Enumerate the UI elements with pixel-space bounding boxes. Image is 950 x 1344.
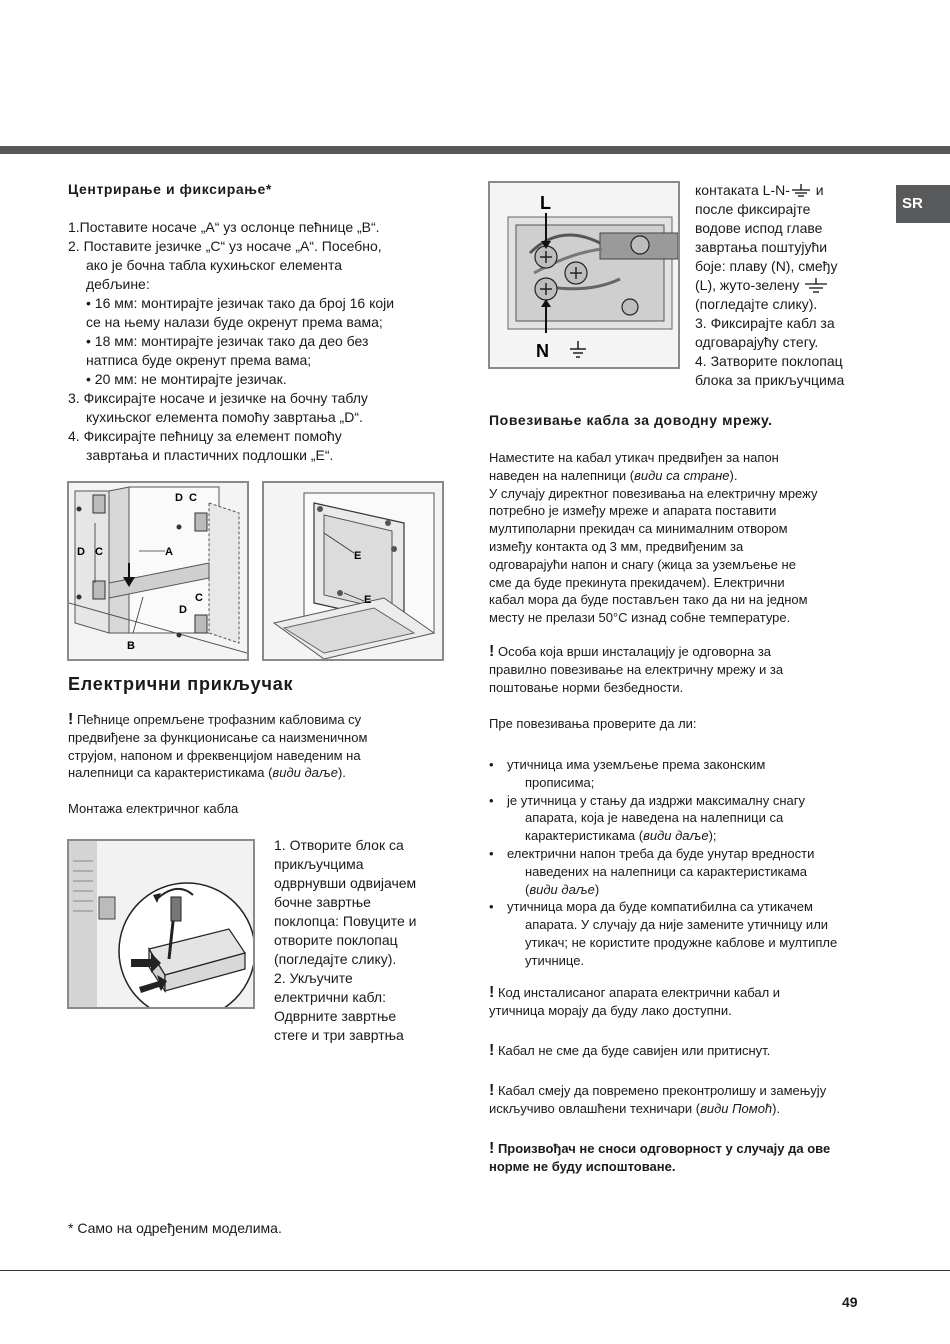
mount-step-line: 1. Отворите блок са <box>274 837 404 853</box>
step-line: • 20 мм: не монтирајте језичак. <box>86 371 287 387</box>
list-line: утикач; не користите продужне каблове и мултипле <box>525 934 838 950</box>
step-line: дебљине: <box>86 276 150 292</box>
list-item: • утичница има уземљење према законским прописима; <box>489 757 766 790</box>
para-line: кабал мора да буде постављен тако да ни на једном <box>489 592 808 608</box>
step-line: • 18 мм: монтирајте језичак тако да део без <box>86 333 369 349</box>
step-line: ако је бочна табла кухињског елемента <box>86 257 343 273</box>
wiring-terminals-illustration <box>490 183 678 367</box>
bracket-mounting-illustration <box>69 483 247 659</box>
wiring-line: (L), жуто-зелену <box>695 277 800 293</box>
see-below-text: види даље <box>529 881 595 897</box>
list-line: утичнице. <box>525 952 585 968</box>
label-n: N <box>536 341 549 361</box>
oven-screws-illustration <box>264 483 442 659</box>
wiring-line: 3. Фиксирајте кабл за <box>695 315 835 331</box>
footer-divider <box>0 1270 950 1271</box>
terminal-block-illustration <box>69 841 253 1007</box>
list-item: • утичница мора да буде компатибилна са утикачем апарата. У случају да није замените утичницу или утикач; не користите продужне каблове и мултипле утичнице. <box>489 899 838 968</box>
wiring-instructions <box>695 181 870 390</box>
see-help-text: види Помоћ <box>700 1100 773 1116</box>
list-line: ( <box>525 881 530 897</box>
note-line: предвиђене за функционисање са наизменичном <box>68 729 368 745</box>
para-line: ). <box>729 467 738 483</box>
list-line: утичница има уземљење према законским <box>507 757 766 772</box>
note-line: поштовање норми безбедности. <box>489 679 684 695</box>
mount-step-line: 2. Укључите <box>274 970 353 986</box>
warning-icon: ! <box>489 1140 495 1157</box>
step-line: 3. Фиксирајте носаче и језичке на бочну таблу <box>68 390 368 406</box>
label-e-top: E <box>354 550 362 562</box>
step-line: се на њему налази буде окренут према вама; <box>86 314 383 330</box>
wiring-line: (погледајте слику). <box>695 296 818 312</box>
para-line: између контакта од 3 мм, предвиђеним за <box>489 538 744 554</box>
see-below-text: види даље <box>272 765 338 781</box>
step-line: натписа буде окренут према вама; <box>86 352 312 368</box>
step-line: 1.Поставите носаче „A“ уз ослонце пећнице „B“. <box>68 219 380 235</box>
warning-icon: ! <box>68 711 74 728</box>
note-line: утичница морају да буду лако доступни. <box>489 1002 732 1018</box>
electric-note <box>68 711 448 782</box>
para-line: сме да буде прекинута прекидачем). Електрични <box>489 574 785 590</box>
wiring-line: боје: плаву (N), смеђу <box>695 258 838 274</box>
mount-steps <box>274 836 449 1045</box>
section-title-electric: Електрични прикључак <box>68 674 294 694</box>
label-e-bottom: E <box>364 594 372 606</box>
see-side-text: види са стране <box>634 467 730 483</box>
note-line: Кабал смеју да повремено преконтролишу и замењују <box>497 1083 827 1098</box>
mount-step-line: електрични кабл: <box>274 989 386 1005</box>
label-c-left: C <box>95 546 103 558</box>
header-bar <box>0 146 950 154</box>
step-line: завртања и пластичних подлошки „E“. <box>86 447 334 463</box>
wiring-line: одговарајућу стегу. <box>695 334 819 350</box>
centering-steps <box>68 218 448 465</box>
list-line: апарата, која је наведена на налепници са <box>525 810 784 826</box>
technician-note <box>489 1082 889 1118</box>
wiring-line: блока за прикључцима <box>695 372 845 388</box>
installer-note <box>489 643 879 696</box>
note-line: правилно повезивање на електричну мрежу и за <box>489 661 784 677</box>
label-d-bottom: D <box>179 604 187 616</box>
list-item: • је утичница у стању да издржи максималну снагу апарата, која је наведена на налепници са карактеристикама (види даље); <box>489 792 805 844</box>
ground-symbol-icon <box>803 278 829 294</box>
para-line: одговарајући напон и снагу (жица за уземљење не <box>489 556 796 572</box>
mount-label: Монтажа електричног кабла <box>68 801 239 816</box>
para-line: мултиполарни прекидач са минималним отвором <box>489 521 788 537</box>
language-tab <box>896 185 950 223</box>
para-line: наведен на налепници ( <box>489 467 635 483</box>
list-line: прописима; <box>525 774 595 790</box>
note-line: Кабал не сме да буде савијен или притиснут. <box>497 1043 771 1058</box>
warning-icon: ! <box>489 1042 495 1059</box>
label-a: A <box>165 546 173 558</box>
check-intro: Пре повезивања проверите да ли: <box>489 716 697 731</box>
check-list <box>489 756 884 970</box>
step-line: 2. Поставите језичке „C“ уз носаче „A“. Посебно, <box>68 238 382 254</box>
mount-step-line: Одврните завртње <box>274 1008 397 1024</box>
figure-bracket-mounting <box>67 481 249 661</box>
liability-note <box>489 1140 889 1176</box>
mount-step-line: бочне завртње <box>274 894 371 910</box>
access-note <box>489 984 879 1020</box>
wiring-line: и <box>815 182 824 198</box>
label-l: L <box>540 193 551 213</box>
mount-step-line: стеге и три завртња <box>274 1027 404 1043</box>
note-line: Пећнице опремљене трофазним кабловима су <box>76 712 362 727</box>
wiring-line: 4. Затворите поклопац <box>695 353 843 369</box>
cable-note <box>489 1042 879 1060</box>
mount-step-line: поклопца: Повуците и <box>274 913 417 929</box>
note-line: Особа која врши инсталацију је одговорна за <box>497 644 772 659</box>
ground-symbol-icon <box>790 184 812 198</box>
note-line: норме не буду испоштоване. <box>489 1158 676 1174</box>
para-line: Наместите на кабал утикач предвиђен за напон <box>489 450 779 465</box>
note-line: ). <box>772 1100 781 1116</box>
mount-step-line: отворите поклопац <box>274 932 398 948</box>
mount-step-line: прикључцима <box>274 856 364 872</box>
step-line: 4. Фиксирајте пећницу за елемент помоћу <box>68 428 342 444</box>
see-below-text: види даље <box>643 828 709 844</box>
list-line: је утичница у стању да издржи максималну снагу <box>507 792 805 808</box>
label-c-top: C <box>189 492 197 504</box>
figure-oven-screws <box>262 481 444 661</box>
mount-step-line: одврнувши одвијачем <box>274 875 417 891</box>
section-title-centering: Центрирање и фиксирање* <box>68 181 272 197</box>
figure-terminal-block <box>67 839 255 1009</box>
step-line: кухињског елемента помоћу завртања „D“. <box>86 409 363 425</box>
wiring-line: контаката L-N- <box>695 182 790 198</box>
note-line: струјом, напоном и фреквенцијом наведеним на <box>68 747 361 763</box>
para-line: месту не прелази 50°C изнад собне температуре. <box>489 610 791 626</box>
wiring-line: водове испод главе <box>695 220 823 236</box>
footnote: * Само на одређеним моделима. <box>68 1220 282 1236</box>
para-line: У случају директног повезивања на електричну мрежу <box>489 485 818 501</box>
list-line: апарата. У случају да није замените утичницу или <box>525 917 829 933</box>
step-line: • 16 мм: монтирајте језичак тако да број 16 који <box>86 295 395 311</box>
note-line: Код инсталисаног апарата електрични кабал и <box>497 985 781 1000</box>
list-line: ); <box>708 828 717 844</box>
warning-icon: ! <box>489 643 495 660</box>
note-line: искључиво овлашћени техничари ( <box>489 1100 701 1116</box>
page-number: 49 <box>842 1294 858 1310</box>
note-line: ). <box>337 765 346 781</box>
list-line: утичница мора да буде компатибилна са утикачем <box>507 899 813 915</box>
label-b: B <box>127 640 135 652</box>
warning-icon: ! <box>489 984 495 1001</box>
para-line: потребно је између мреже и апарата поставити <box>489 503 777 519</box>
label-d-top: D <box>175 492 183 504</box>
list-line: наведених на налепници са карактеристикама <box>525 863 807 879</box>
mount-step-line: (погледајте слику). <box>274 951 397 967</box>
list-line: карактеристикама ( <box>525 828 644 844</box>
list-item: • електрични напон треба да буде унутар вредности наведених на налепници са карактеристикама (види даље) <box>489 845 815 897</box>
list-line: ) <box>594 881 600 897</box>
language-tab-label: SR <box>902 195 923 212</box>
section-title-mains: Повезивање кабла за доводну мрежу. <box>489 412 773 428</box>
list-line: електрични напон треба да буде унутар вредности <box>507 845 815 861</box>
wiring-line: после фиксирајте <box>695 201 811 217</box>
wiring-line: завртања поштујући <box>695 239 828 255</box>
mains-paragraph <box>489 449 879 627</box>
label-c-bottom: C <box>195 592 203 604</box>
note-line: налепници са карактеристикама ( <box>68 765 273 781</box>
warning-icon: ! <box>489 1082 495 1099</box>
note-line: Произвођач не сноси одговорност у случају да ове <box>497 1141 831 1156</box>
label-d-left: D <box>77 546 85 558</box>
figure-wiring-terminals <box>488 181 680 369</box>
